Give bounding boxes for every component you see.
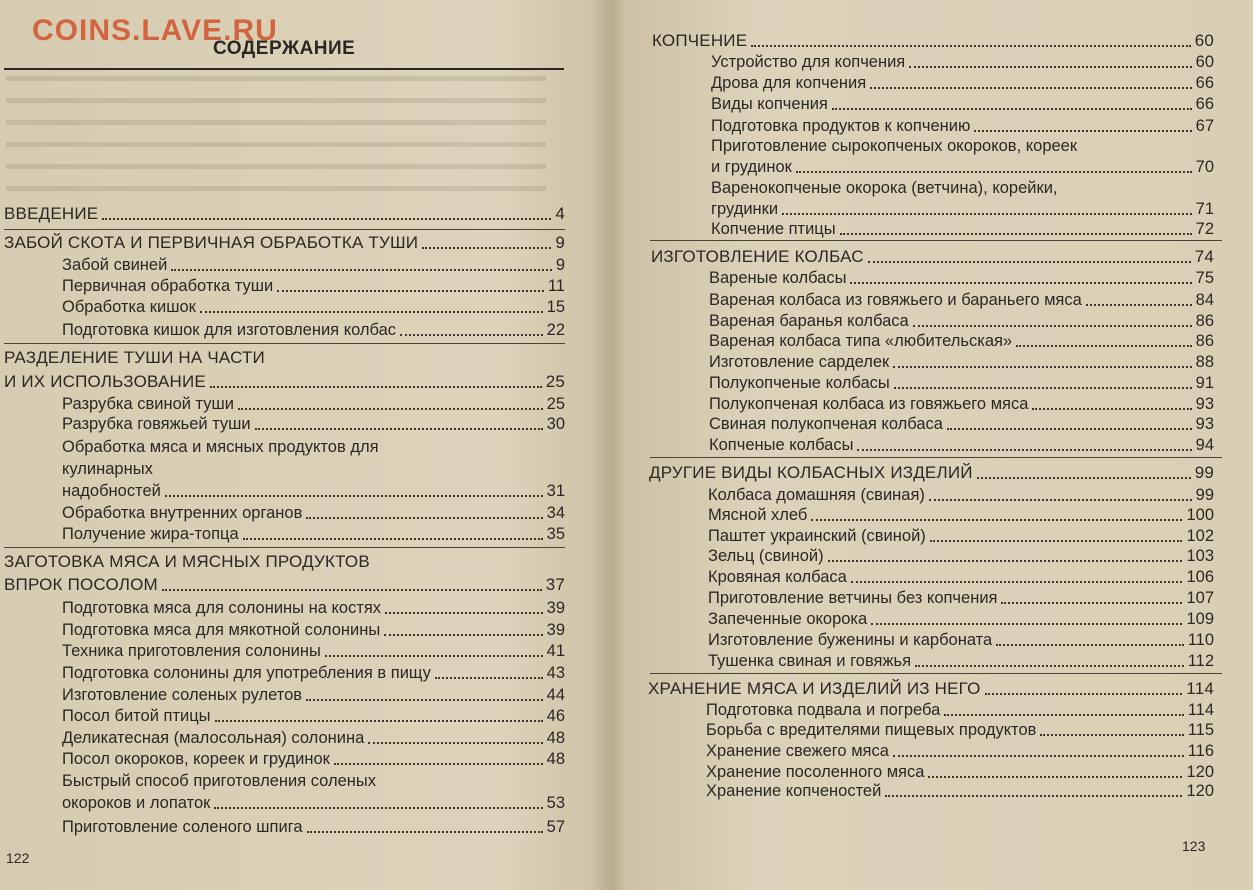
toc-entry-title: Посол битой птицы: [62, 707, 211, 725]
toc-entry: [708, 567, 1214, 587]
toc-entry-title: Получение жира-топца: [62, 525, 239, 543]
toc-entry-page: 30: [546, 415, 565, 433]
toc-entry-page: 43: [546, 664, 565, 682]
toc-entry-page: 112: [1187, 652, 1214, 670]
toc-entry-page: 4: [555, 204, 565, 223]
toc-entry: [711, 52, 1214, 72]
toc-entry-title: Варенокопченые окорока (ветчина), корейки,: [711, 179, 1058, 197]
toc-entry-page: 94: [1195, 436, 1214, 454]
toc-entry-page: 100: [1186, 506, 1214, 524]
toc-entry-page: 109: [1186, 610, 1214, 628]
toc-entry: [706, 700, 1214, 720]
leader-dots: [1086, 304, 1192, 306]
toc-entry-page: 35: [546, 525, 565, 543]
toc-entry-page: 114: [1186, 679, 1214, 698]
toc-entry-page: 71: [1195, 200, 1214, 218]
toc-entry-page: 15: [546, 298, 565, 316]
toc-entry: [706, 720, 1214, 740]
toc-entry-page: 115: [1187, 721, 1214, 739]
toc-entry: [649, 463, 1214, 483]
toc-entry-page: 70: [1195, 158, 1214, 176]
toc-entry-title: Вареная баранья колбаса: [709, 312, 909, 330]
toc-entry-page: 57: [546, 818, 565, 836]
toc-entry: [62, 394, 565, 414]
toc-entry-title: Зельц (свиной): [708, 547, 824, 565]
toc-entry-title: надобностей: [62, 482, 161, 500]
toc-entry-title: ЗАБОЙ СКОТА И ПЕРВИЧНАЯ ОБРАБОТКА ТУШИ: [4, 233, 419, 252]
toc-entry-title: Копченые колбасы: [709, 436, 854, 454]
leader-dots: [385, 612, 543, 614]
leader-dots: [384, 634, 542, 636]
toc-entry: [62, 728, 565, 748]
toc-entry-title: Разрубка свиной туши: [62, 395, 235, 413]
toc-entry: [652, 31, 1214, 51]
toc-entry-title: Разрубка говяжьей туши: [62, 415, 251, 433]
toc-entry: [62, 749, 565, 769]
toc-entry-page: 66: [1195, 95, 1214, 113]
toc-entry-page: 74: [1194, 247, 1214, 266]
toc-entry: [709, 268, 1214, 288]
toc-entry-title: Подготовка подвала и погреба: [706, 701, 941, 719]
toc-entry-title: ХРАНЕНИЕ МЯСА И ИЗДЕЛИЙ ИЗ НЕГО: [648, 679, 981, 698]
leader-dots: [171, 269, 552, 271]
toc-entry: [651, 247, 1214, 267]
toc-entry-page: 39: [546, 621, 565, 639]
page-number: 123: [1182, 838, 1206, 854]
leader-dots: [1016, 345, 1192, 347]
toc-entry: [62, 685, 565, 705]
toc-entry-title: Дрова для копчения: [711, 74, 867, 92]
toc-entry-page: 102: [1186, 527, 1214, 545]
leader-dots: [915, 665, 1184, 667]
toc-entry-page: 67: [1195, 117, 1214, 135]
toc-entry-page: 41: [546, 642, 565, 660]
toc-entry-title: Запеченные окорока: [708, 610, 868, 628]
toc-entry-title: Полукопченые колбасы: [709, 374, 890, 392]
leader-dots: [893, 366, 1191, 368]
toc-entry-title: КОПЧЕНИЕ: [652, 31, 748, 50]
toc-entry-page: 9: [555, 233, 565, 252]
toc-entry-page: 48: [546, 750, 565, 768]
section-divider: [650, 240, 1222, 241]
show-through-text: [6, 76, 546, 191]
toc-entry: [706, 781, 1214, 801]
toc-entry-page: 66: [1195, 74, 1214, 92]
toc-entry-title: Техника приготовления солонины: [62, 642, 321, 660]
toc-entry-title: Борьба с вредителями пищевых продуктов: [706, 721, 1037, 739]
toc-entry-page: 11: [547, 277, 565, 295]
toc-entry-page: 84: [1195, 291, 1214, 309]
toc-entry-title: Подготовка продуктов к копчению: [711, 117, 971, 135]
toc-entry: [4, 233, 565, 253]
leader-dots: [977, 477, 1191, 479]
toc-entry-title: Изготовление буженины и карбоната: [708, 631, 993, 649]
toc-entry-page: 99: [1195, 486, 1214, 504]
toc-entry-page: 75: [1195, 269, 1214, 287]
toc-entry: [709, 414, 1214, 434]
toc-entry-page: 9: [555, 256, 565, 274]
toc-entry-title: Виды копчения: [711, 95, 828, 113]
toc-entry-title: Хранение посоленного мяса: [706, 763, 925, 781]
leader-dots: [893, 755, 1184, 757]
toc-entry: [708, 588, 1214, 608]
toc-entry: [62, 255, 565, 275]
toc-entry-title: РАЗДЕЛЕНИЕ ТУШИ НА ЧАСТИ: [4, 348, 265, 367]
left-page: [0, 0, 605, 890]
toc-entry-title: Хранение свежего мяса: [706, 742, 889, 760]
toc-entry-title: И ИХ ИСПОЛЬЗОВАНИЕ: [4, 372, 206, 391]
section-divider: [650, 457, 1222, 458]
toc-entry: [708, 546, 1214, 566]
leader-dots: [985, 693, 1183, 695]
toc-entry-title: кулинарных: [62, 460, 153, 478]
toc-entry: [711, 116, 1214, 136]
toc-entry-title: Подготовка солонины для употребления в пищу: [62, 664, 431, 682]
toc-entry-page: 88: [1195, 353, 1214, 371]
toc-entry: [4, 372, 565, 392]
toc-entry-title: ИЗГОТОВЛЕНИЕ КОЛБАС: [651, 247, 864, 266]
toc-entry-title: Свиная полукопченая колбаса: [709, 415, 943, 433]
leader-dots: [840, 233, 1192, 235]
toc-entry: [709, 394, 1214, 414]
toc-entry: [708, 630, 1214, 650]
leader-dots: [928, 776, 1182, 778]
toc-entry-title: Первичная обработка туши: [62, 277, 274, 295]
toc-entry-title: Паштет украинский (свиной): [708, 527, 926, 545]
toc-entry: [709, 311, 1214, 331]
toc-entry-title: Изготовление соленых рулетов: [62, 686, 303, 704]
toc-entry-title: Посол окороков, кореек и грудинок: [62, 750, 330, 768]
leader-dots: [334, 763, 543, 765]
toc-entry-page: 31: [546, 482, 565, 500]
toc-entry-title: ВПРОК ПОСОЛОМ: [4, 575, 158, 594]
toc-entry-page: 25: [545, 372, 565, 391]
toc-entry-page: 86: [1195, 332, 1214, 350]
toc-entry: [62, 793, 565, 813]
leader-dots: [400, 334, 543, 336]
leader-dots: [850, 282, 1191, 284]
toc-entry: [62, 320, 565, 340]
toc-entry-page: 120: [1186, 763, 1214, 781]
toc-entry: [62, 641, 565, 661]
leader-dots: [894, 387, 1192, 389]
toc-entry: [62, 817, 565, 837]
leader-dots: [435, 677, 543, 679]
leader-dots: [944, 714, 1183, 716]
leader-dots: [947, 428, 1192, 430]
leader-dots: [909, 66, 1191, 68]
page-number: 122: [6, 850, 30, 866]
leader-dots: [238, 408, 543, 410]
toc-entry: [706, 762, 1214, 782]
toc-entry-page: 53: [546, 794, 565, 812]
toc-entry: [62, 706, 565, 726]
leader-dots: [325, 655, 543, 657]
toc-entry-title: Подготовка мяса для солонины на костях: [62, 599, 382, 617]
toc-entry-title: Забой свиней: [62, 256, 168, 274]
leader-dots: [306, 699, 543, 701]
toc-entry: [709, 373, 1214, 393]
toc-entry-title: Изготовление сарделек: [709, 353, 890, 371]
toc-entry-page: 39: [546, 599, 565, 617]
leader-dots: [885, 795, 1182, 797]
toc-entry: [62, 414, 565, 434]
leader-dots: [215, 720, 543, 722]
leader-dots: [929, 499, 1192, 501]
toc-entry-page: 37: [545, 575, 565, 594]
toc-entry-page: 93: [1195, 395, 1214, 413]
toc-entry: [709, 352, 1214, 372]
toc-entry: [711, 199, 1214, 219]
leader-dots: [832, 108, 1192, 110]
toc-entry-page: 44: [546, 686, 565, 704]
leader-dots: [974, 130, 1191, 132]
toc-entry-title: Тушенка свиная и говяжья: [708, 652, 912, 670]
toc-entry-title: Подготовка мяса для мякотной солонины: [62, 621, 381, 639]
leader-dots: [782, 213, 1192, 215]
toc-entry: [711, 219, 1214, 239]
toc-entry-page: 72: [1195, 220, 1214, 238]
toc-entry-title: Обработка кишок: [62, 298, 196, 316]
toc-entry: [648, 679, 1214, 699]
toc-entry: [708, 526, 1214, 546]
toc-entry-title: Приготовление ветчины без копчения: [708, 589, 998, 607]
toc-entry-page: 106: [1186, 568, 1214, 586]
leader-dots: [277, 290, 544, 292]
leader-dots: [368, 742, 542, 744]
toc-entry-page: 46: [546, 707, 565, 725]
toc-entry: [706, 741, 1214, 761]
toc-entry-title: и грудинок: [711, 158, 792, 176]
leader-dots: [243, 538, 543, 540]
toc-entry-page: 25: [546, 395, 565, 413]
toc-entry: [708, 505, 1214, 525]
toc-entry-title: Полукопченая колбаса из говяжьего мяса: [709, 395, 1029, 413]
leader-dots: [751, 45, 1190, 47]
leader-dots: [870, 87, 1191, 89]
toc-entry-title: ВВЕДЕНИЕ: [4, 204, 99, 223]
toc-entry-page: 107: [1186, 589, 1214, 607]
page-title: СОДЕРЖАНИЕ: [213, 38, 356, 59]
toc-entry-page: 114: [1187, 701, 1214, 719]
toc-entry-page: 110: [1187, 631, 1214, 649]
leader-dots: [200, 311, 543, 313]
leader-dots: [913, 325, 1192, 327]
toc-entry-title: Обработка мяса и мясных продуктов для: [62, 438, 379, 456]
toc-entry-page: 103: [1186, 547, 1214, 565]
toc-entry-title: Устройство для копчения: [711, 53, 906, 71]
toc-entry: [711, 157, 1214, 177]
leader-dots: [210, 386, 542, 388]
toc-entry: [4, 204, 565, 224]
leader-dots: [996, 644, 1184, 646]
toc-entry-title: Хранение копченостей: [706, 782, 882, 800]
toc-entry: [711, 73, 1214, 93]
leader-dots: [165, 495, 543, 497]
leader-dots: [1001, 602, 1182, 604]
toc-entry-page: 60: [1194, 31, 1214, 50]
toc-entry-title: Обработка внутренних органов: [62, 504, 303, 522]
toc-entry-title: ДРУГИЕ ВИДЫ КОЛБАСНЫХ ИЗДЕЛИЙ: [649, 463, 973, 482]
toc-entry-page: 48: [546, 729, 565, 747]
toc-entry: [708, 609, 1214, 629]
toc-entry-title: грудинки: [711, 200, 779, 218]
leader-dots: [1032, 408, 1191, 410]
toc-entry-page: 120: [1186, 782, 1214, 800]
toc-entry-page: 34: [546, 504, 565, 522]
toc-entry: [62, 503, 565, 523]
toc-entry-page: 116: [1187, 742, 1214, 760]
leader-dots: [1040, 734, 1183, 736]
toc-entry-title: Приготовление соленого шпига: [62, 818, 303, 836]
leader-dots: [307, 831, 543, 833]
section-divider: [650, 673, 1222, 674]
toc-entry-title: Быстрый способ приготовления соленых: [62, 772, 376, 790]
toc-entry-page: 86: [1195, 312, 1214, 330]
toc-entry-title: Вареная колбаса из говяжьего и бараньего мяса: [709, 291, 1082, 309]
section-divider: [4, 547, 565, 548]
toc-entry: [62, 297, 565, 317]
toc-entry: [708, 485, 1214, 505]
toc-entry-title: Колбаса домашняя (свиная): [708, 486, 925, 504]
toc-entry-title: Вареная колбаса типа «любительская»: [709, 332, 1013, 350]
right-page: [630, 0, 1253, 890]
toc-entry: [62, 598, 565, 618]
toc-entry-page: 60: [1195, 53, 1214, 71]
toc-entry: [62, 276, 565, 296]
toc-entry: [62, 524, 565, 544]
leader-dots: [255, 428, 543, 430]
toc-entry-title: Вареные колбасы: [709, 269, 847, 287]
toc-entry-title: Деликатесная (малосольная) солонина: [62, 729, 365, 747]
toc-entry: [711, 94, 1214, 114]
toc-entry-page: 99: [1194, 463, 1214, 482]
toc-entry-title: Приготовление сырокопченых окороков, кореек: [711, 137, 1078, 155]
leader-dots: [422, 247, 551, 249]
leader-dots: [871, 623, 1182, 625]
toc-entry-title: Кровяная колбаса: [708, 568, 847, 586]
leader-dots: [828, 560, 1183, 562]
toc-entry-title: окороков и лопаток: [62, 794, 211, 812]
leader-dots: [306, 517, 542, 519]
toc-entry: [709, 435, 1214, 455]
watermark: COINS.LAVE.RU: [32, 14, 278, 47]
toc-entry-title: Подготовка кишок для изготовления колбас: [62, 321, 397, 339]
leader-dots: [811, 519, 1182, 521]
section-divider: [4, 229, 565, 230]
leader-dots: [214, 807, 542, 809]
toc-entry: [62, 663, 565, 683]
toc-entry-page: 93: [1195, 415, 1214, 433]
section-divider: [4, 343, 565, 344]
toc-entry: [62, 481, 565, 501]
toc-entry-title: Мясной хлеб: [708, 506, 808, 524]
toc-entry-page: 91: [1195, 374, 1214, 392]
leader-dots: [930, 540, 1183, 542]
leader-dots: [857, 449, 1191, 451]
leader-dots: [796, 171, 1192, 173]
toc-entry: [62, 620, 565, 640]
toc-entry-page: 22: [546, 321, 565, 339]
toc-entry-title: Копчение птицы: [711, 220, 836, 238]
toc-entry: [4, 575, 565, 595]
heading-rule: [4, 68, 564, 70]
leader-dots: [162, 589, 542, 591]
toc-entry: [709, 290, 1214, 310]
toc-entry-title: ЗАГОТОВКА МЯСА И МЯСНЫХ ПРОДУКТОВ: [4, 552, 370, 571]
leader-dots: [868, 261, 1191, 263]
leader-dots: [102, 218, 551, 220]
toc-entry: [709, 331, 1214, 351]
toc-entry: [708, 651, 1214, 671]
leader-dots: [851, 581, 1183, 583]
